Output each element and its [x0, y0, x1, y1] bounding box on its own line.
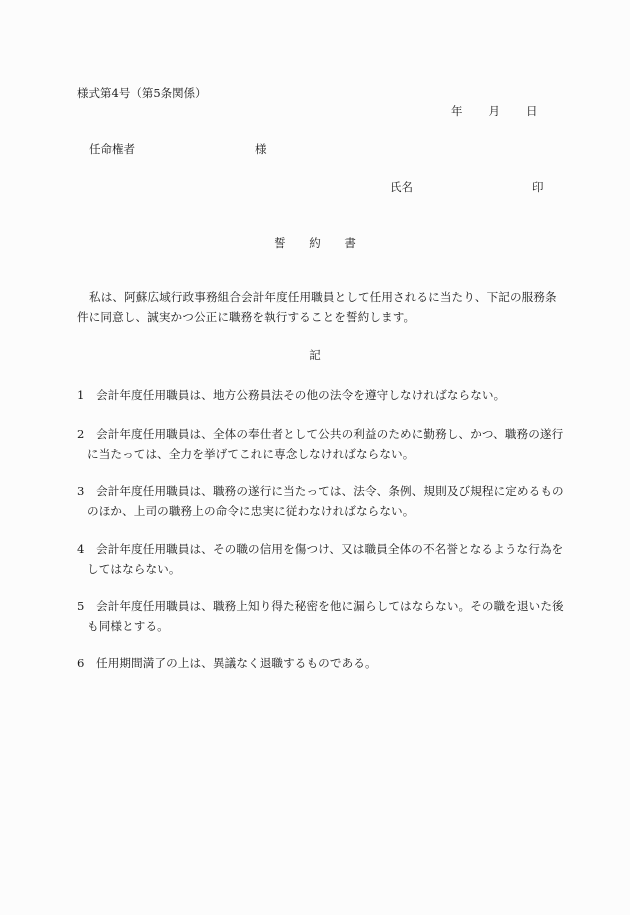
seal-label: 印 [532, 180, 544, 194]
title-char: 書 [344, 236, 356, 250]
item-text: 会計年度任用職員は、全体の奉仕者として公共の利益のために勤務し、かつ、職務の遂行に当たっては、全力を挙げてこれに専念しなければならない。 [87, 427, 564, 461]
date-day-label: 日 [526, 104, 538, 118]
date-year-label: 年 [451, 104, 463, 118]
list-item [77, 539, 569, 579]
item-number: 2 [77, 427, 85, 441]
item-number: 1 [77, 388, 85, 402]
item-text: 会計年度任用職員は、その職の信用を傷つけ、又は職員全体の不名誉となるような行為をしてはならない。 [87, 542, 564, 576]
item-number: 4 [77, 542, 85, 556]
form-number: 様式第4号（第5条関係） [77, 86, 207, 100]
document-title [0, 236, 630, 250]
date-line [451, 104, 538, 118]
list-item [77, 653, 569, 673]
title-char: 約 [309, 236, 321, 250]
item-number: 3 [77, 484, 85, 498]
title-char: 誓 [274, 236, 286, 250]
item-text: 任用期間満了の上は、異議なく退職するものである。 [96, 656, 377, 670]
date-month-label: 月 [488, 104, 500, 118]
item-number: 6 [77, 656, 85, 670]
list-item [77, 596, 569, 636]
list-item [77, 424, 569, 464]
addressee-honorific: 様 [255, 142, 267, 156]
addressee-label: 任命権者 [89, 142, 135, 156]
item-number: 5 [77, 599, 85, 613]
signer-name-label: 氏名 [390, 180, 413, 194]
item-text: 会計年度任用職員は、職務の遂行に当たっては、法令、条例、規則及び規程に定めるもののほか、上司の職務上の命令に忠実に従わなければならない。 [87, 484, 564, 518]
list-item [77, 385, 569, 405]
item-text: 会計年度任用職員は、職務上知り得た秘密を他に漏らしてはならない。その職を退いた後も同様とする。 [87, 599, 564, 633]
ki-heading: 記 [309, 348, 321, 362]
item-text: 会計年度任用職員は、地方公務員法その他の法令を遵守しなければならない。 [96, 388, 506, 402]
list-item [77, 481, 569, 521]
intro-paragraph: 私は、阿蘇広域行政事務組合会計年度任用職員として任用されるに当たり、下記の服務条件に同意し、誠実かつ公正に職務を執行することを誓約します。 [77, 290, 557, 324]
